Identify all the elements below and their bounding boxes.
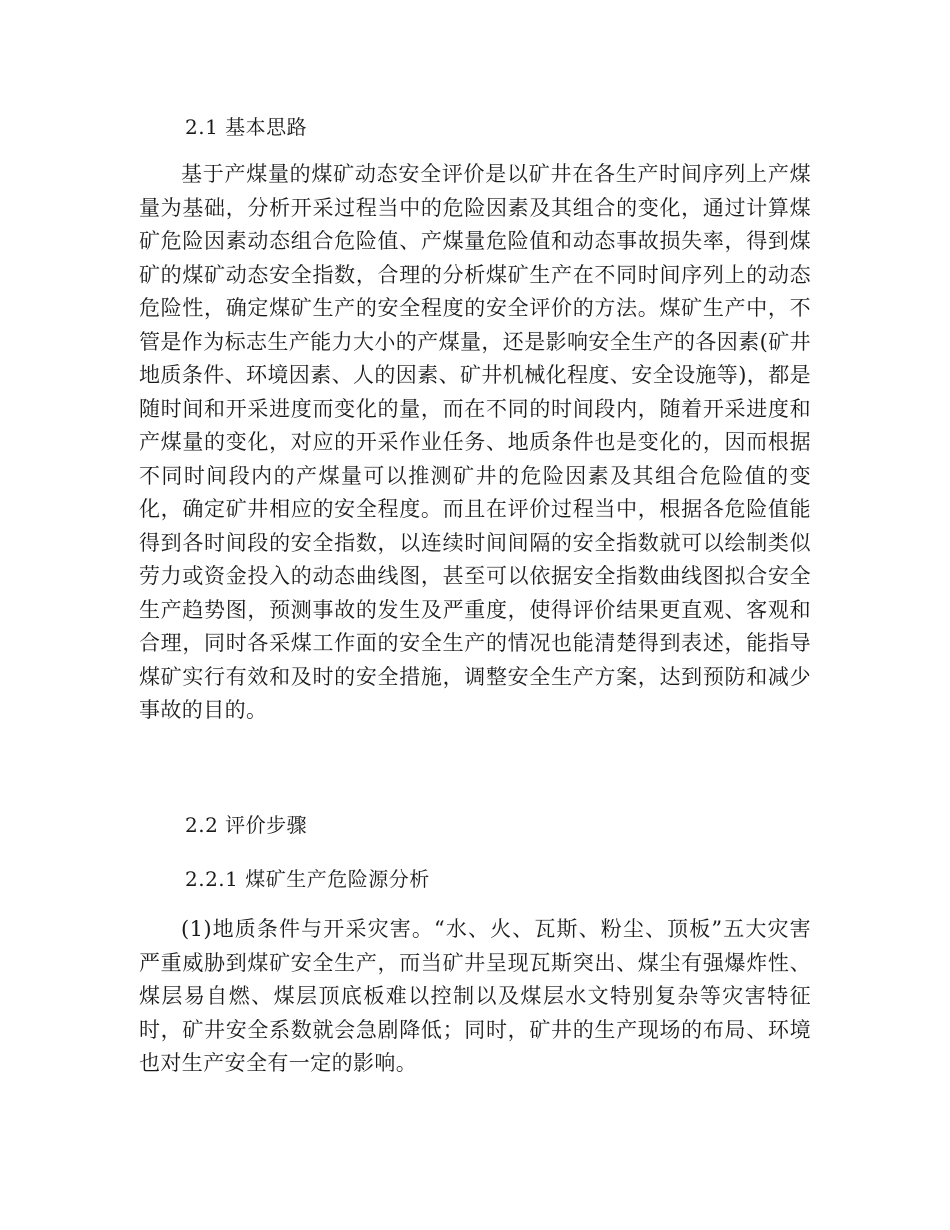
- body-paragraph: 基于产煤量的煤矿动态安全评价是以矿井在各生产时间序列上产煤量为基础，分析开采过程当中的危险因素及其组合的变化，通过计算煤矿危险因素动态组合危险值、产煤量危险值和动态事故损失率，得到煤矿的煤矿动态安全指数，合理的分析煤矿生产在不同时间序列上的动态危险性，确定煤矿生产的安全程度的安全评价的方法。煤矿生产中，不管是作为标志生产能力大小的产煤量，还是影响安全生产的各因素(矿井地质条件、环境因素、人的因素、矿井机械化程度、安全设施等)，都是随时间和开采进度而变化的量，而在不同的时间段内，随着开采进度和产煤量的变化，对应的开采作业任务、地质条件也是变化的，因而根据不同时间段内的产煤量可以推测矿井的危险因素及其组合危险值的变化，确定矿井相应的安全程度。而且在评价过程当中，根据各危险值能得到各时间段的安全指数，以连续时间间隔的安全指数就可以绘制类似劳力或资金投入的动态曲线图，甚至可以依据安全指数曲线图拟合安全生产趋势图，预测事故的发生及严重度，使得评价结果更直观、客观和合理，同时各采煤工作面的安全生产的情况也能清楚得到表述，能指导煤矿实行有效和及时的安全措施，调整安全生产方案，达到预防和减少事故的目的。: [139, 162, 811, 722]
- section-body-2-2-1: [139, 913, 811, 1081]
- section-heading-2-1: 2.1 基本思路: [185, 115, 308, 139]
- section-body-2-1: [139, 158, 811, 728]
- section-heading-2-2: 2.2 评价步骤: [185, 813, 308, 837]
- body-paragraph: (1)地质条件与开采灾害。“水、火、瓦斯、粉尘、顶板”五大灾害严重威胁到煤矿安全生产，而当矿井呈现瓦斯突出、煤尘有强爆炸性、煤层易自燃、煤层顶底板难以控制以及煤层水文特别复杂等灾害特征时，矿井安全系数就会急剧降低；同时，矿井的生产现场的布局、环境也对生产安全有一定的影响。: [139, 917, 811, 1075]
- section-heading-2-2-1: 2.2.1 煤矿生产危险源分析: [185, 867, 430, 891]
